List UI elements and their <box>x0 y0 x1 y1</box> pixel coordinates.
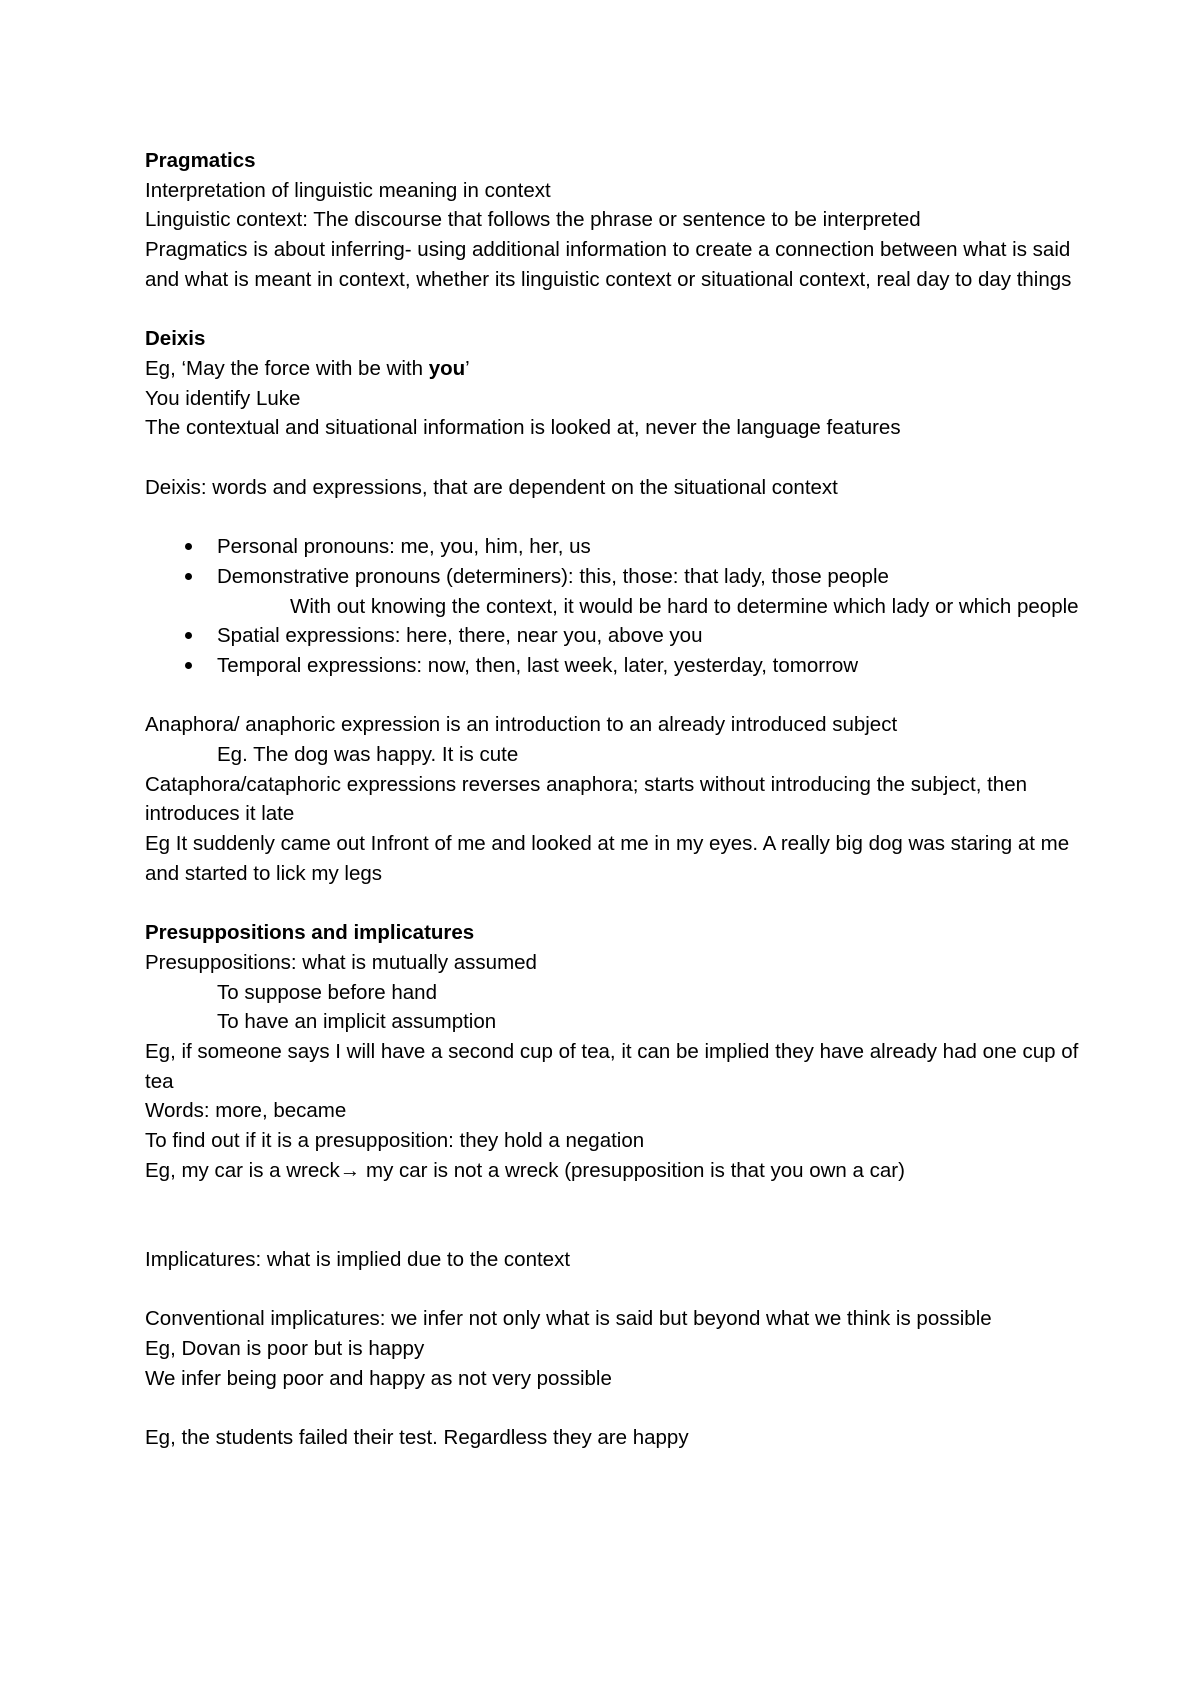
presupposition-negation-example <box>145 1156 1080 1186</box>
deixis-example <box>145 354 1080 384</box>
deixis-line-1: You identify Luke <box>145 386 301 410</box>
bullet-text: Demonstrative pronouns (determiners): this, those: that lady, those people <box>217 564 889 588</box>
bullet-text: Temporal expressions: now, then, last week, later, yesterday, tomorrow <box>217 653 859 677</box>
spacer <box>145 443 1080 473</box>
negation-example-suffix: my car is not a wreck (presupposition is that you own a car) <box>360 1158 905 1182</box>
spacer <box>145 1275 1080 1305</box>
spacer <box>145 889 1080 919</box>
spacer <box>145 502 1080 532</box>
pragmatics-line-2: Linguistic context: The discourse that follows the phrase or sentence to be interpreted <box>145 208 921 232</box>
conventional-implicatures: Conventional implicatures: we infer not only what is said but beyond what we think is possible <box>145 1307 992 1331</box>
pragmatics-line-1: Interpretation of linguistic meaning in context <box>145 178 551 202</box>
presupposition-words: Words: more, became <box>145 1099 347 1123</box>
deixis-example-prefix: Eg, ‘May the force with be with <box>145 356 429 380</box>
deixis-bullet-list <box>145 532 1080 681</box>
spacer <box>145 295 1080 325</box>
spacer <box>145 1215 1080 1245</box>
negation-example-prefix: Eg, my car is a wreck <box>145 1158 340 1182</box>
bullet-item <box>145 651 1080 681</box>
cataphora-example: Eg It suddenly came out Infront of me and looked at me in my eyes. A really big dog was staring at me and started to lick my legs <box>145 832 1070 885</box>
heading-deixis: Deixis <box>145 327 206 351</box>
anaphora-example: Eg. The dog was happy. It is cute <box>217 743 519 766</box>
arrow-right-icon: → <box>339 1158 361 1182</box>
bullet-note: With out knowing the context, it would be hard to determine which lady or which people <box>290 594 1079 618</box>
presupposition-sub-line: To have an implicit assumption <box>217 1010 497 1034</box>
presupposition-example: Eg, if someone says I will have a second cup of tea, it can be implied they have already had one cup of tea <box>145 1040 1079 1093</box>
heading-pragmatics: Pragmatics <box>145 149 256 172</box>
cataphora-definition: Cataphora/cataphoric expressions reverses anaphora; starts without introducing the subject, then introduces it late <box>145 772 1028 826</box>
anaphora-definition: Anaphora/ anaphoric expression is an introduction to an already introduced subject <box>145 713 898 737</box>
pragmatics-line-3: Pragmatics is about inferring- using additional information to create a connection between what is said and what is meant in context, whether its linguistic context or situational context, real day to day things <box>145 238 1072 291</box>
bullet-text: Spatial expressions: here, there, near you, above you <box>217 624 703 648</box>
spacer <box>145 1393 1080 1423</box>
implicatures-definition: Implicatures: what is implied due to the context <box>145 1247 571 1271</box>
bullet-item <box>145 532 1080 562</box>
document-body <box>145 146 1080 1453</box>
bullet-icon <box>185 662 192 669</box>
presupposition-test: To find out if it is a presupposition: they hold a negation <box>145 1129 645 1153</box>
spacer <box>145 681 1080 711</box>
implicatures-example-2: Eg, the students failed their test. Regardless they are happy <box>145 1426 689 1450</box>
bullet-item <box>145 562 1080 621</box>
implicatures-example-1: Eg, Dovan is poor but is happy <box>145 1337 425 1360</box>
deixis-definition: Deixis: words and expressions, that are dependent on the situational context <box>145 475 838 499</box>
bullet-icon <box>185 573 192 580</box>
spacer <box>145 1186 1080 1216</box>
deixis-example-bold: you <box>428 356 466 380</box>
bullet-icon <box>185 632 192 639</box>
presupposition-sub-line: To suppose before hand <box>217 980 437 1004</box>
deixis-example-suffix: ’ <box>465 356 470 380</box>
presupposition-definition: Presuppositions: what is mutually assumed <box>145 950 537 974</box>
bullet-item <box>145 621 1080 651</box>
bullet-text: Personal pronouns: me, you, him, her, us <box>217 535 591 559</box>
heading-presuppositions: Presuppositions and implicatures <box>145 921 475 945</box>
deixis-line-2: The contextual and situational information is looked at, never the language features <box>145 416 901 440</box>
implicatures-inference: We infer being poor and happy as not very possible <box>145 1366 612 1390</box>
bullet-icon <box>185 543 192 550</box>
